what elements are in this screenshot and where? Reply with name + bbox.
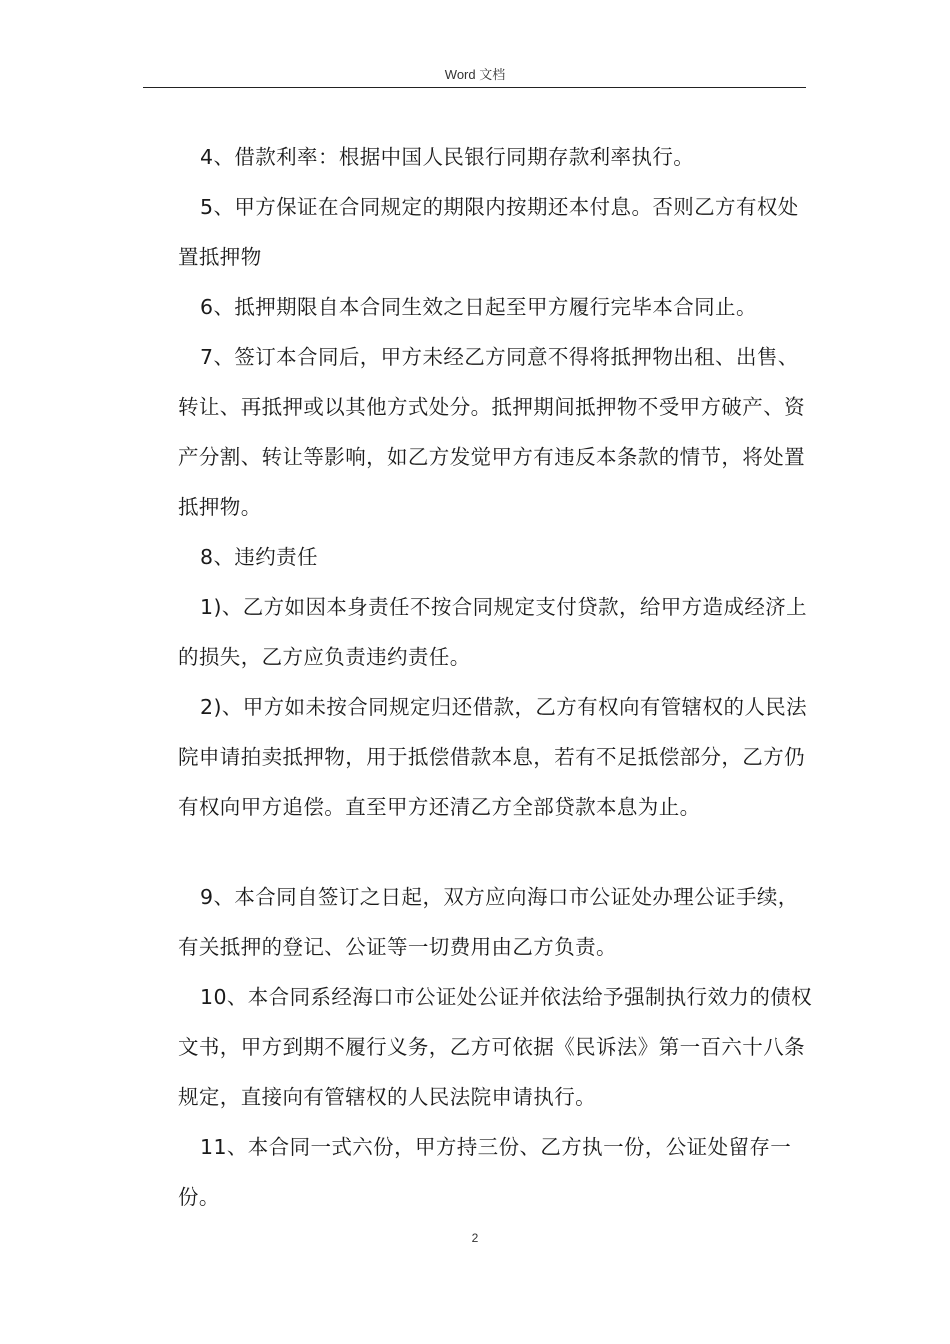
page-number: 2	[471, 1231, 479, 1245]
clause-5-repayment-guarantee: 5、甲方保证在合同规定的期限内按期还本付息。否则乙方有权处置抵押物	[178, 195, 799, 269]
header-divider	[143, 87, 806, 88]
clause-8-breach-heading: 8、违约责任	[200, 545, 318, 569]
clause-6-mortgage-term: 6、抵押期限自本合同生效之日起至甲方履行完毕本合同止。	[200, 295, 757, 319]
document-header-title: Word 文档	[444, 67, 506, 82]
clause-10-enforcement: 10、本合同系经海口市公证处公证并依法给予强制执行效力的债权文书，甲方到期不履行义务，乙方可依据《民诉法》第一百六十八条规定，直接向有管辖权的人民法院申请执行。	[178, 985, 813, 1109]
clause-8-item-1: 1)、乙方如因本身责任不按合同规定支付贷款，给甲方造成经济上的损失，乙方应负责违约责任。	[178, 595, 808, 669]
clause-8-item-2: 2)、甲方如未按合同规定归还借款，乙方有权向有管辖权的人民法院申请拍卖抵押物，用于抵偿借款本息，若有不足抵偿部分，乙方仍有权向甲方追偿。直至甲方还清乙方全部贷款本息为止。	[178, 695, 808, 819]
clause-4-interest-rate: 4、借款利率：根据中国人民银行同期存款利率执行。	[200, 145, 695, 169]
document-body	[178, 132, 818, 1222]
clause-11-copies: 11、本合同一式六份，甲方持三份、乙方执一份，公证处留存一份。	[178, 1135, 792, 1209]
clause-9-notarization: 9、本合同自签订之日起，双方应向海口市公证处办理公证手续，有关抵押的登记、公证等一切费用由乙方负责。	[178, 885, 799, 959]
clause-7-disposal-restriction: 7、签订本合同后，甲方未经乙方同意不得将抵押物出租、出售、转让、再抵押或以其他方式处分。抵押期间抵押物不受甲方破产、资产分割、转让等影响，如乙方发觉甲方有违反本条款的情节，将处置抵押物。	[178, 345, 805, 519]
